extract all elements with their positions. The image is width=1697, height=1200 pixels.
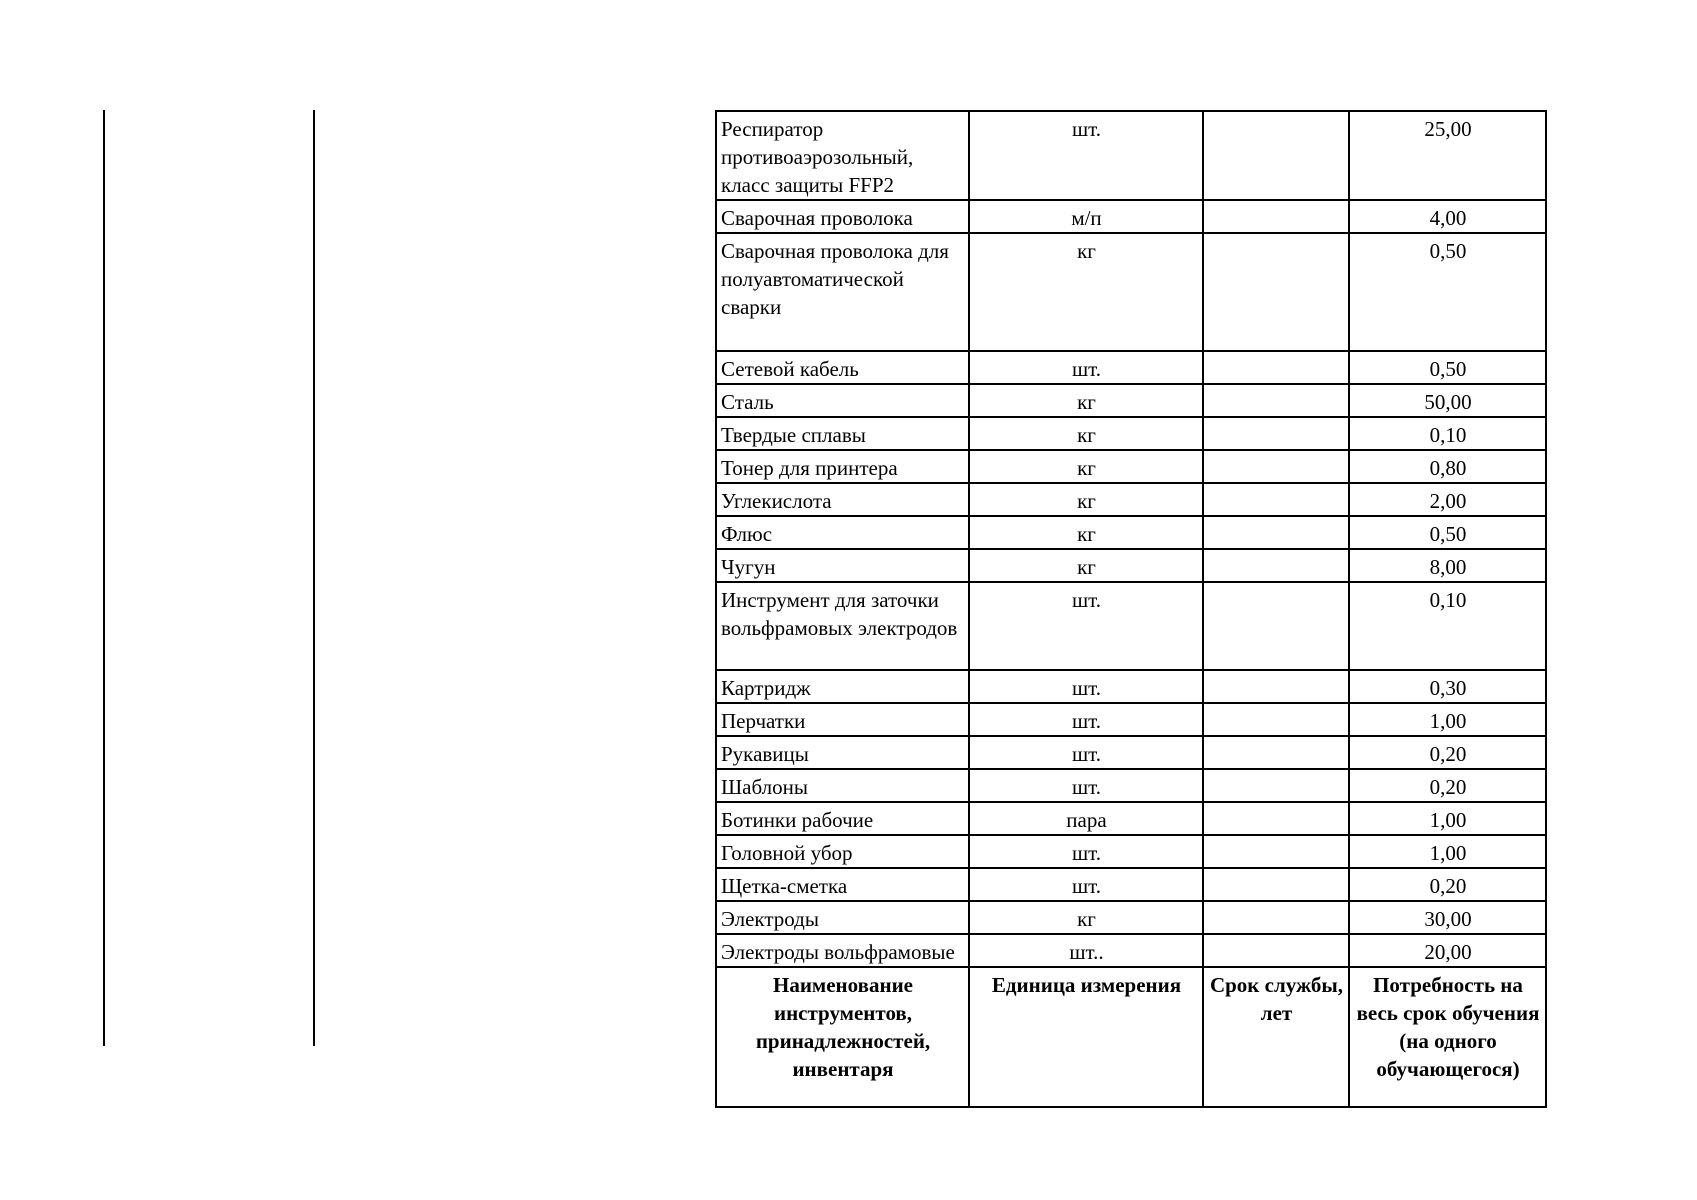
table-row bbox=[716, 233, 1546, 351]
item-name-cell: Респиратор противоаэрозольный, класс защиты FFP2 bbox=[716, 111, 969, 200]
item-name-cell: Щетка-сметка bbox=[716, 868, 969, 901]
quantity-cell: 0,20 bbox=[1349, 868, 1546, 901]
unit-cell: шт. bbox=[969, 670, 1203, 703]
unit-cell: пара bbox=[969, 802, 1203, 835]
quantity-cell: 0,50 bbox=[1349, 233, 1546, 351]
item-name-cell: Сетевой кабель bbox=[716, 351, 969, 384]
item-name-cell: Сталь bbox=[716, 384, 969, 417]
table-row bbox=[716, 417, 1546, 450]
unit-cell: шт. bbox=[969, 868, 1203, 901]
item-name-cell: Перчатки bbox=[716, 703, 969, 736]
header-quantity: Потребность на весь срок обучения (на одного обучающегося) bbox=[1349, 967, 1546, 1107]
item-name-cell: Флюс bbox=[716, 516, 969, 549]
quantity-cell: 0,80 bbox=[1349, 450, 1546, 483]
service-life-cell bbox=[1203, 384, 1349, 417]
service-life-cell bbox=[1203, 111, 1349, 200]
service-life-cell bbox=[1203, 516, 1349, 549]
unit-cell: шт. bbox=[969, 582, 1203, 670]
unit-cell: шт. bbox=[969, 769, 1203, 802]
service-life-cell bbox=[1203, 450, 1349, 483]
unit-cell: шт. bbox=[969, 835, 1203, 868]
item-name-cell: Сварочная проволока для полуавтоматической сварки bbox=[716, 233, 969, 351]
service-life-cell bbox=[1203, 549, 1349, 582]
service-life-cell bbox=[1203, 417, 1349, 450]
service-life-cell bbox=[1203, 483, 1349, 516]
quantity-cell: 4,00 bbox=[1349, 200, 1546, 233]
service-life-cell bbox=[1203, 670, 1349, 703]
table-row bbox=[716, 769, 1546, 802]
unit-cell: м/п bbox=[969, 200, 1203, 233]
quantity-cell: 0,20 bbox=[1349, 769, 1546, 802]
table-row bbox=[716, 450, 1546, 483]
quantity-cell: 0,50 bbox=[1349, 351, 1546, 384]
unit-cell: кг bbox=[969, 417, 1203, 450]
item-name-cell: Углекислота bbox=[716, 483, 969, 516]
table-row bbox=[716, 516, 1546, 549]
item-name-cell: Чугун bbox=[716, 549, 969, 582]
service-life-cell bbox=[1203, 934, 1349, 967]
unit-cell: шт. bbox=[969, 736, 1203, 769]
quantity-cell: 30,00 bbox=[1349, 901, 1546, 934]
quantity-cell: 0,30 bbox=[1349, 670, 1546, 703]
table-row bbox=[716, 200, 1546, 233]
service-life-cell bbox=[1203, 736, 1349, 769]
service-life-cell bbox=[1203, 582, 1349, 670]
item-name-cell: Рукавицы bbox=[716, 736, 969, 769]
table-row bbox=[716, 670, 1546, 703]
table-row bbox=[716, 736, 1546, 769]
quantity-cell: 2,00 bbox=[1349, 483, 1546, 516]
service-life-cell bbox=[1203, 901, 1349, 934]
left-border-line bbox=[103, 110, 105, 1046]
quantity-cell: 1,00 bbox=[1349, 802, 1546, 835]
table-row bbox=[716, 868, 1546, 901]
quantity-cell: 1,00 bbox=[1349, 703, 1546, 736]
service-life-cell bbox=[1203, 703, 1349, 736]
item-name-cell: Ботинки рабочие bbox=[716, 802, 969, 835]
unit-cell: шт. bbox=[969, 111, 1203, 200]
quantity-cell: 0,50 bbox=[1349, 516, 1546, 549]
quantity-cell: 1,00 bbox=[1349, 835, 1546, 868]
unit-cell: шт. bbox=[969, 351, 1203, 384]
materials-table bbox=[715, 110, 1547, 1108]
quantity-cell: 20,00 bbox=[1349, 934, 1546, 967]
table-row bbox=[716, 835, 1546, 868]
item-name-cell: Электроды bbox=[716, 901, 969, 934]
item-name-cell: Головной убор bbox=[716, 835, 969, 868]
item-name-cell: Шаблоны bbox=[716, 769, 969, 802]
unit-cell: кг bbox=[969, 483, 1203, 516]
unit-cell: шт.. bbox=[969, 934, 1203, 967]
header-unit: Единица измерения bbox=[969, 967, 1203, 1107]
table-row bbox=[716, 582, 1546, 670]
header-item-name: Наименование инструментов, принадлежностей, инвентаря bbox=[716, 967, 969, 1107]
quantity-cell: 0,10 bbox=[1349, 582, 1546, 670]
column-divider-line bbox=[313, 110, 315, 1046]
quantity-cell: 25,00 bbox=[1349, 111, 1546, 200]
table-row bbox=[716, 901, 1546, 934]
table-row bbox=[716, 934, 1546, 967]
item-name-cell: Картридж bbox=[716, 670, 969, 703]
service-life-cell bbox=[1203, 802, 1349, 835]
table-row bbox=[716, 549, 1546, 582]
table-row bbox=[716, 483, 1546, 516]
item-name-cell: Тонер для принтера bbox=[716, 450, 969, 483]
unit-cell: кг bbox=[969, 450, 1203, 483]
unit-cell: кг bbox=[969, 233, 1203, 351]
service-life-cell bbox=[1203, 868, 1349, 901]
table-row bbox=[716, 351, 1546, 384]
quantity-cell: 50,00 bbox=[1349, 384, 1546, 417]
service-life-cell bbox=[1203, 835, 1349, 868]
unit-cell: шт. bbox=[969, 703, 1203, 736]
table-row bbox=[716, 384, 1546, 417]
unit-cell: кг bbox=[969, 516, 1203, 549]
unit-cell: кг bbox=[969, 549, 1203, 582]
service-life-cell bbox=[1203, 351, 1349, 384]
table-row bbox=[716, 703, 1546, 736]
item-name-cell: Твердые сплавы bbox=[716, 417, 969, 450]
header-service-life: Срок службы, лет bbox=[1203, 967, 1349, 1107]
quantity-cell: 0,20 bbox=[1349, 736, 1546, 769]
item-name-cell: Электроды вольфрамовые bbox=[716, 934, 969, 967]
table-row bbox=[716, 111, 1546, 200]
item-name-cell: Инструмент для заточки вольфрамовых электродов bbox=[716, 582, 969, 670]
quantity-cell: 8,00 bbox=[1349, 549, 1546, 582]
item-name-cell: Сварочная проволока bbox=[716, 200, 969, 233]
unit-cell: кг bbox=[969, 901, 1203, 934]
service-life-cell bbox=[1203, 769, 1349, 802]
service-life-cell bbox=[1203, 233, 1349, 351]
table-row bbox=[716, 802, 1546, 835]
unit-cell: кг bbox=[969, 384, 1203, 417]
service-life-cell bbox=[1203, 200, 1349, 233]
quantity-cell: 0,10 bbox=[1349, 417, 1546, 450]
column-header-row bbox=[716, 967, 1546, 1107]
